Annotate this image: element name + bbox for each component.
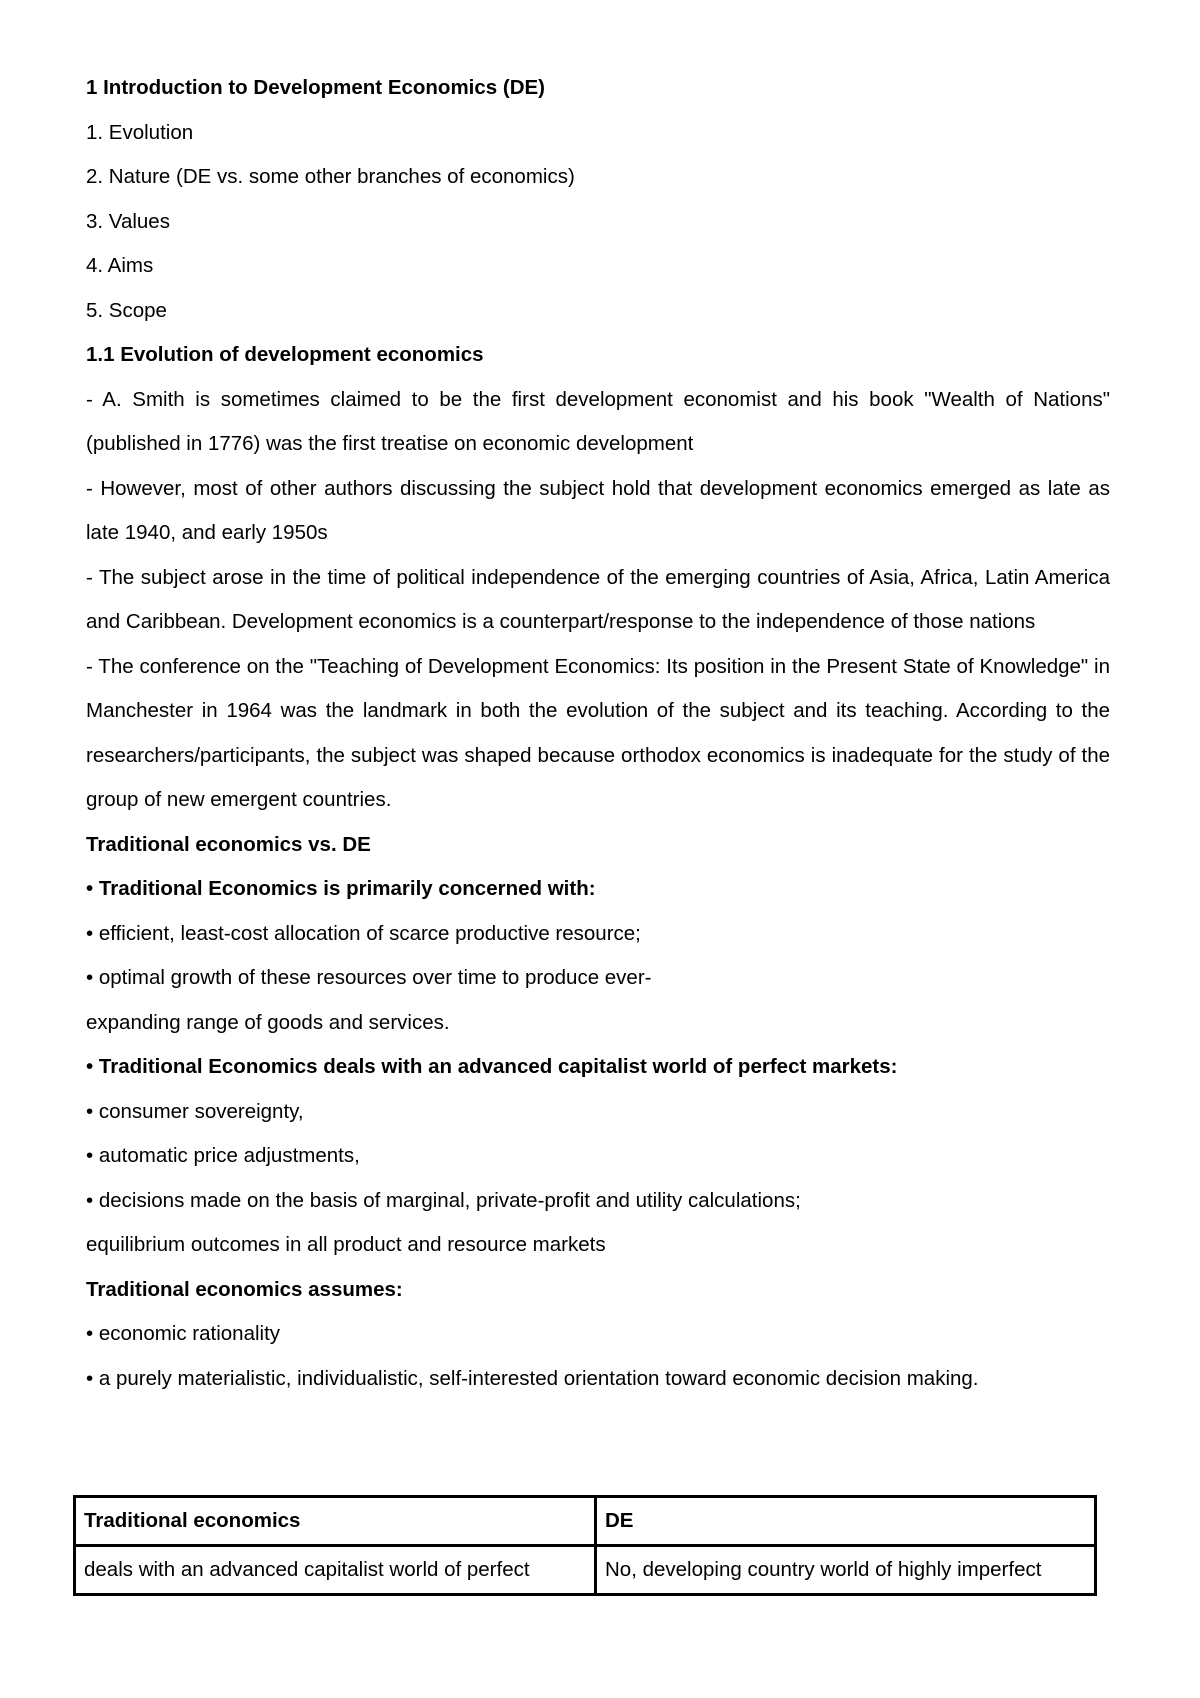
outline-item: 5. Scope — [86, 298, 167, 322]
table-header-cell: DE — [596, 1497, 1096, 1546]
bullet-item: • decisions made on the basis of marginal, private-profit and utility calculations; — [86, 1188, 801, 1212]
outline-item: 4. Aims — [86, 254, 154, 277]
paragraph: - A. Smith is sometimes claimed to be the first development economist and his book "Wealth of Nations" (published in 1776) was the first treatise on economic development — [86, 387, 1110, 455]
comparison-table — [73, 1495, 1097, 1596]
outline-item: 2. Nature (DE vs. some other branches of economics) — [86, 165, 575, 188]
table-row — [75, 1546, 1096, 1595]
bullet-item: expanding range of goods and services. — [86, 1010, 450, 1034]
bullet-item: • economic rationality — [86, 1322, 281, 1345]
outline-item: 3. Values — [86, 209, 170, 233]
bullet-item: • automatic price adjustments, — [86, 1144, 360, 1167]
bullet-item: equilibrium outcomes in all product and resource markets — [86, 1233, 606, 1256]
bullet-item: • optimal growth of these resources over time to produce ever- — [86, 966, 652, 989]
paragraph: - However, most of other authors discussing the subject hold that development economics emerged as late as late 1940, and early 1950s — [86, 476, 1110, 544]
paragraph: - The conference on the "Teaching of Development Economics: Its position in the Present State of Knowledge" in Manchester in 1964 was the landmark in both the evolution of the subject and its teaching. According to the researchers/participants, the subject was shaped because orthodox economics is inadequate for the study of the group of new emergent countries. — [86, 654, 1110, 811]
outline-item: 1. Evolution — [86, 120, 194, 144]
bullet-heading: • Traditional Economics is primarily concerned with: — [86, 877, 596, 900]
bullet-item: • a purely materialistic, individualistic, self-interested orientation toward economic decision making. — [86, 1366, 979, 1390]
bullet-item: • efficient, least-cost allocation of scarce productive resource; — [86, 921, 641, 945]
bullet-heading: • Traditional Economics deals with an advanced capitalist world of perfect markets: — [86, 1055, 898, 1078]
subsection-title: Traditional economics vs. DE — [86, 832, 371, 856]
document-heading: 1 Introduction to Development Economics (DE) — [86, 76, 546, 99]
paragraph: - The subject arose in the time of political independence of the emerging countries of Asia, Africa, Latin America and Caribbean. Development economics is a counterpart/response to the independence of those nations — [86, 565, 1110, 633]
table-cell: deals with an advanced capitalist world of perfect — [75, 1546, 596, 1595]
table-header-row — [75, 1497, 1096, 1546]
table-cell: No, developing country world of highly imperfect — [596, 1546, 1096, 1595]
comparison-table-wrapper — [73, 1495, 1097, 1596]
bullet-item: • consumer sovereignty, — [86, 1099, 304, 1123]
document-page — [86, 66, 1110, 1401]
bullet-heading: Traditional economics assumes: — [86, 1277, 403, 1301]
section-title: 1.1 Evolution of development economics — [86, 343, 484, 366]
table-header-cell: Traditional economics — [75, 1497, 596, 1546]
